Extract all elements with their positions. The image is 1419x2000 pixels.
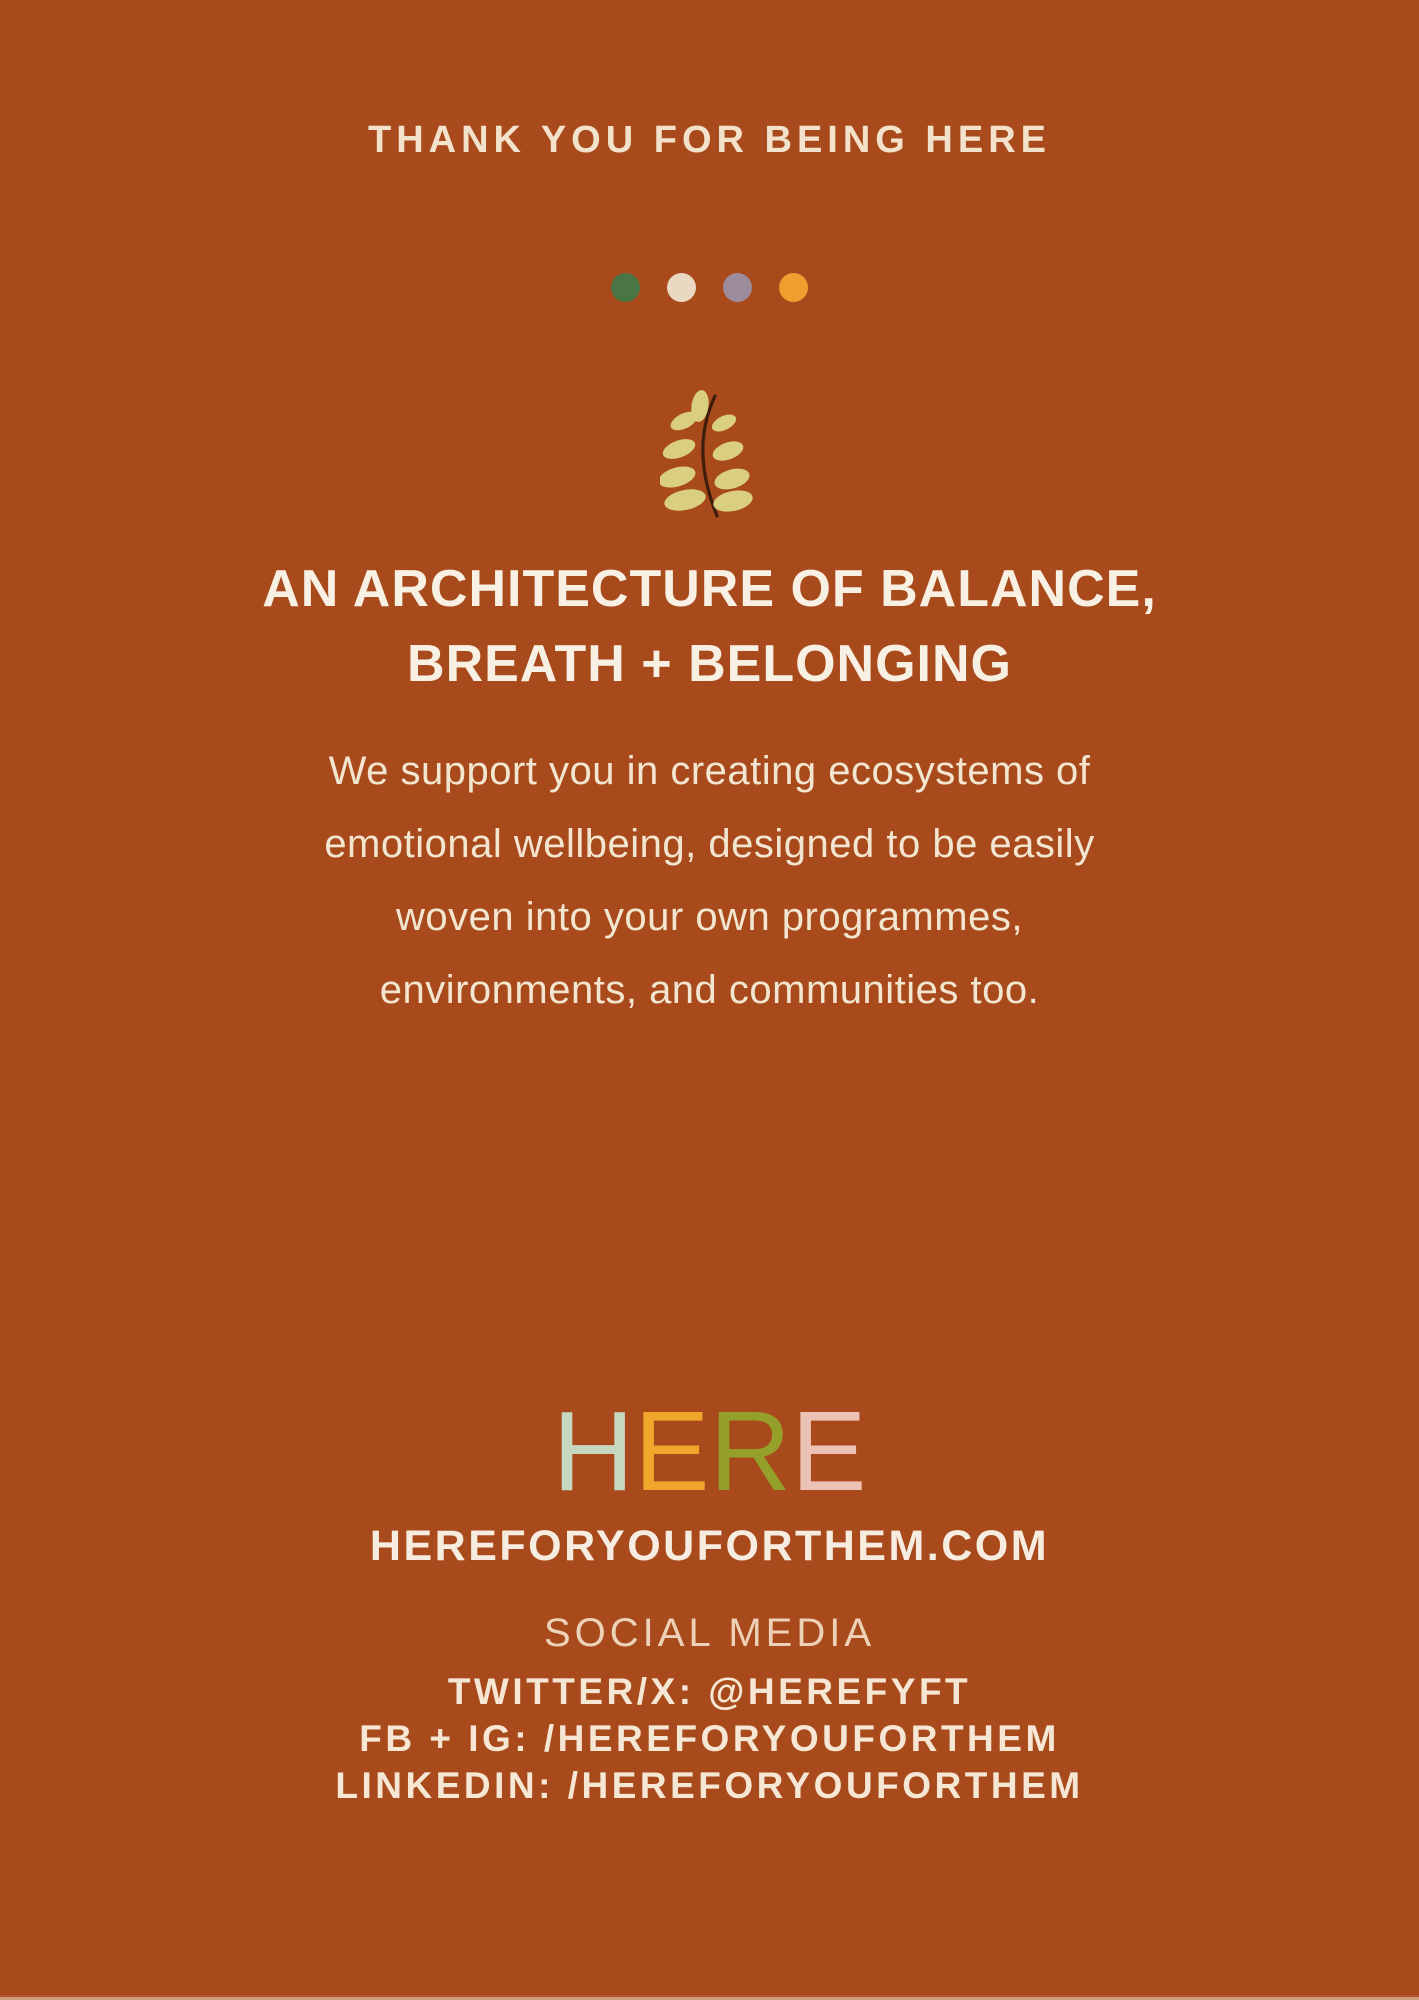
palette-dot-orange (779, 273, 808, 302)
body-paragraph (0, 735, 1419, 1027)
heading-line-2: BREATH + BELONGING (407, 635, 1012, 693)
heading-line-1: AN ARCHITECTURE OF BALANCE, (262, 560, 1157, 618)
logo-letter-e1: E (634, 1388, 710, 1514)
section-heading (0, 552, 1419, 702)
page-title: THANK YOU FOR BEING HERE (367, 119, 1051, 161)
social-line-linkedin: LINKEDIN: /HEREFORYOUFORTHEM (335, 1765, 1084, 1806)
body-line: environments, and communities too. (379, 968, 1040, 1012)
social-line-fb-ig: FB + IG: /HEREFORYOUFORTHEM (359, 1718, 1060, 1759)
page-bottom-edge (0, 1995, 1419, 2000)
logo-letter-e2: E (791, 1388, 867, 1514)
website-url: HEREFORYOUFORTHEM.COM (369, 1522, 1050, 1570)
body-line: We support you in creating ecosystems of (328, 749, 1091, 793)
palette-dot-cream (667, 273, 696, 302)
logo-letter-r: R (709, 1388, 792, 1514)
social-line-twitter: TWITTER/X: @HEREFYFT (447, 1671, 972, 1712)
social-media-heading: SOCIAL MEDIA (543, 1611, 876, 1655)
body-line: emotional wellbeing, designed to be easily (324, 822, 1095, 866)
palette-dot-green (611, 273, 640, 302)
brand-palette-dots (0, 273, 1419, 302)
here-logo (0, 1388, 1419, 1514)
palette-dot-mauve (723, 273, 752, 302)
leaf-branch-icon (0, 388, 1419, 520)
social-media-handles (0, 1668, 1419, 1809)
logo-letter-h: H (552, 1388, 635, 1514)
body-line: woven into your own programmes, (396, 895, 1023, 939)
